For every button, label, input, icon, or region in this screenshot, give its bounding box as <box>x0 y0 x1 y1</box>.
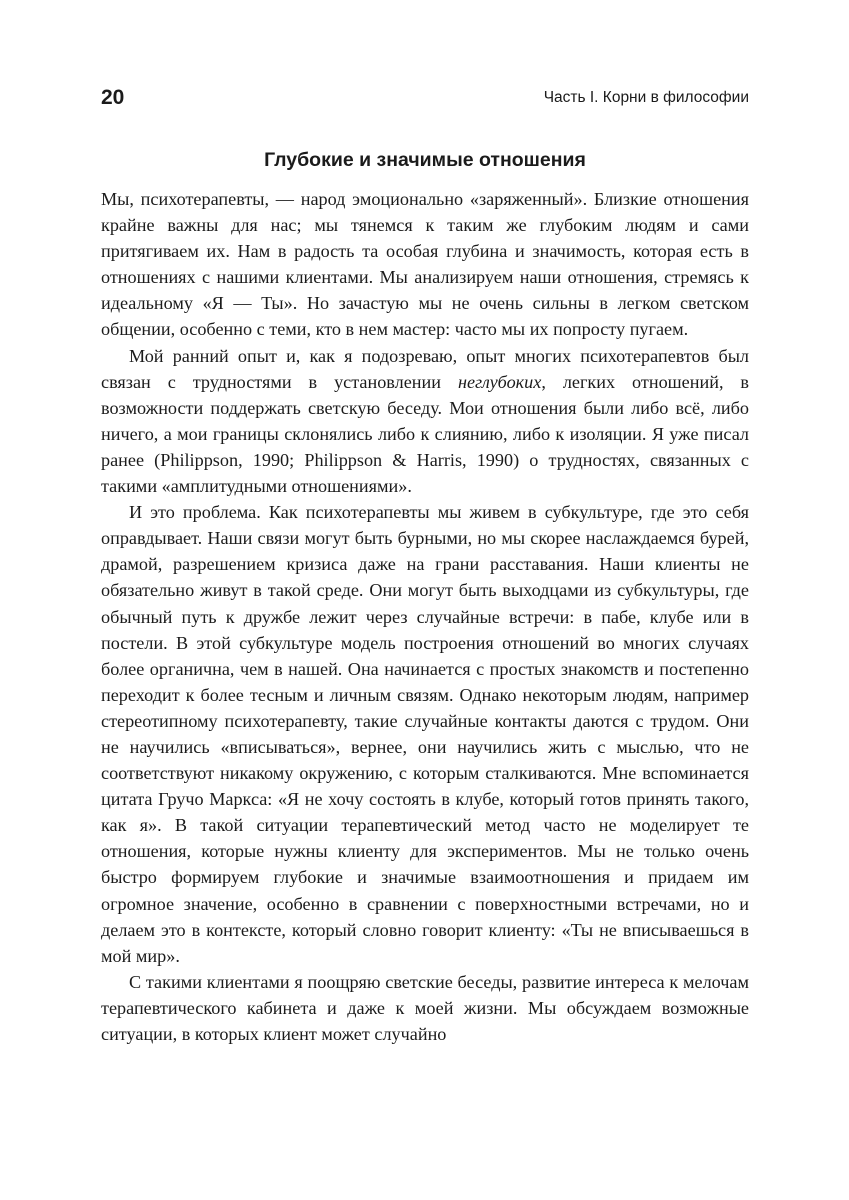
body-text <box>101 186 749 1047</box>
emphasized-word: неглубоких <box>457 371 542 392</box>
paragraph-text: , легких отношений, в возможности поддержать светскую беседу. Мои отношения были либо всё, либо ничего, а мои границы склонялись либо к слиянию, либо к изоляции. Я уже писал ранее (Philippson, 1990; Philippson & Harris, 1990) о трудностях, связанных с такими «амплитудными отношениями». <box>101 371 750 497</box>
section-title: Глубокие и значимые отношения <box>264 149 586 171</box>
paragraph: С такими клиентами я поощряю светские беседы, развитие интереса к мелочам терапевтического кабинета и даже к моей жизни. Мы обсуждаем возможные ситуации, в которых клиент может случайно <box>101 971 749 1044</box>
page-header <box>101 84 749 112</box>
paragraph-text: Мой ранний опыт и, как я подозреваю, опыт многих психотерапевтов был связан с трудностями в установлении <box>101 345 749 392</box>
paragraph <box>101 343 749 500</box>
paragraph: И это проблема. Как психотерапевты мы живем в субкультуре, где это себя оправдывает. Наши связи могут быть бурными, но мы скорее наслаждаемся бурей, драмой, разрешением кризиса даже на грани расставания. Наши клиенты не обязательно живут в такой среде. Они могут быть выходцами из субкультуры, где обычный путь к дружбе лежит через случайные встречи: в пабе, клубе или в постели. В этой субкультуре модель построения отношений во многих случаях более органична, чем в нашей. Она начинается с простых знакомств и постепенно переходит к более тесным и личным связям. Однако некоторым людям, например стереотипному психотерапевту, такие случайные контакты даются с трудом. Они не научились «вписываться», вернее, они научились жить с мыслью, что не соответствуют никакому окружению, с которым сталкиваются. Мне вспоминается цитата Гручо Маркса: «Я не хочу состоять в клубе, который готов принять такого, как я». В такой ситуации терапевтический метод часто не моделирует те отношения, которые нужны клиенту для экспериментов. Мы не только очень быстро формируем глубокие и значимые взаимоотношения и придаем им огромное значение, особенно в сравнении с поверхностными встречами, но и делаем это в контексте, который словно говорит клиенту: «Ты не вписываешься в мой мир». <box>101 502 749 966</box>
running-head: Часть I. Корни в философии <box>543 89 749 106</box>
paragraph: Мы, психотерапевты, — народ эмоционально «заряженный». Близкие отношения крайне важны для нас; мы тянемся к таким же глубоким людям и сами притягиваем их. Нам в радость та особая глубина и значимость, которая есть в отношениях с нашими клиентами. Мы анализируем наши отношения, стремясь к идеальному «Я — Ты». Но зачастую мы не очень сильны в легком светском общении, особенно с теми, кто в нем мастер: часто мы их попросту пугаем. <box>101 189 749 340</box>
page-number: 20 <box>101 86 125 109</box>
